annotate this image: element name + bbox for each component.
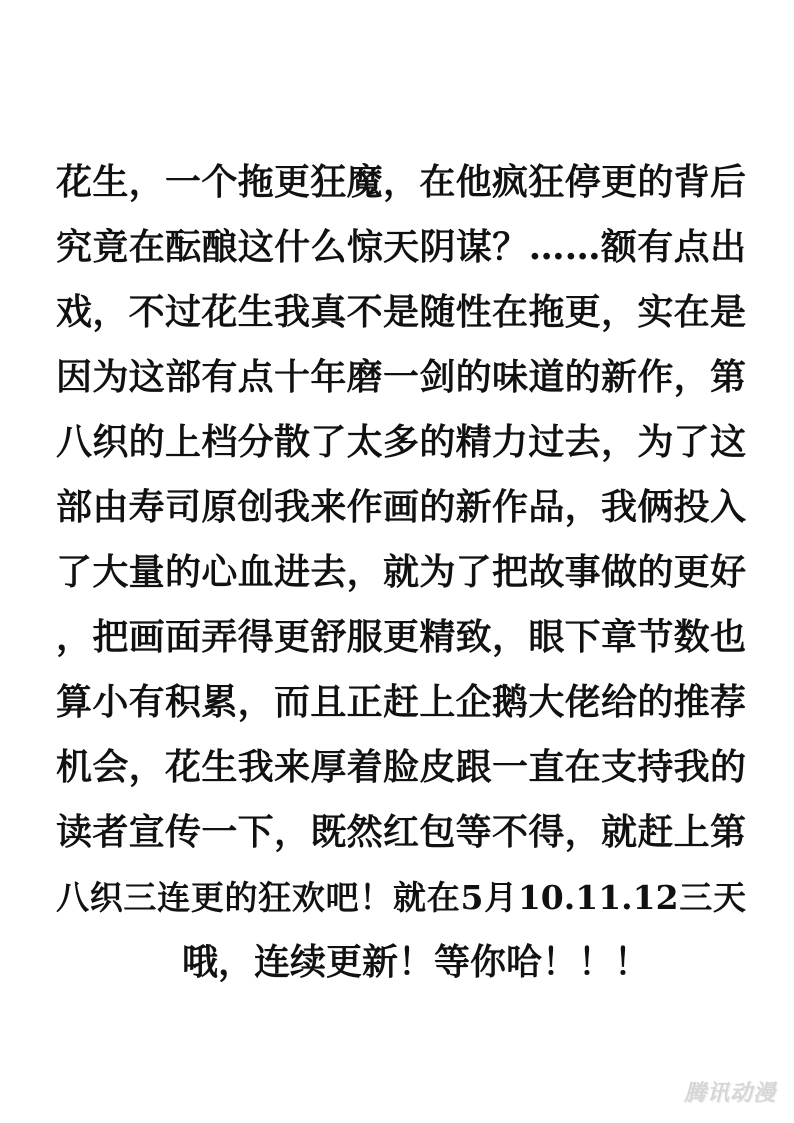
text-line-11: 读者宣传一下，既然红包等不得，就赶上第 (56, 811, 746, 853)
text-line-8: ，把画面弄得更舒服更精致，眼下章节数也 (56, 616, 746, 658)
text-line-1: 花生，一个拖更狂魔，在他疯狂停更的背后 (56, 161, 746, 203)
watermark-logo: 腾讯动漫 (683, 1081, 776, 1106)
text-line-5: 八织的上档分散了太多的精力过去，为了这 (56, 421, 746, 463)
announcement-text (56, 150, 746, 995)
text-line-6: 部由寿司原创我来作画的新作品，我俩投入 (56, 486, 746, 528)
text-line-10: 机会，花生我来厚着脸皮跟一直在支持我的 (56, 746, 746, 788)
text-line-7: 了大量的心血进去，就为了把故事做的更好 (56, 551, 746, 593)
text-line-2: 究竟在酝酿这什么惊天阴谋？……额有点出 (56, 226, 746, 268)
text-line-9: 算小有积累，而且正赶上企鹅大佬给的推荐 (56, 681, 746, 723)
text-line-13: 哦，连续更新！等你哈！！！ (181, 941, 650, 983)
text-line-12: 八织三连更的狂欢吧！就在5月10.11.12三天 (56, 878, 746, 917)
text-line-3: 戏，不过花生我真不是随性在拖更，实在是 (56, 291, 746, 333)
text-line-4: 因为这部有点十年磨一剑的味道的新作，第 (56, 356, 746, 398)
